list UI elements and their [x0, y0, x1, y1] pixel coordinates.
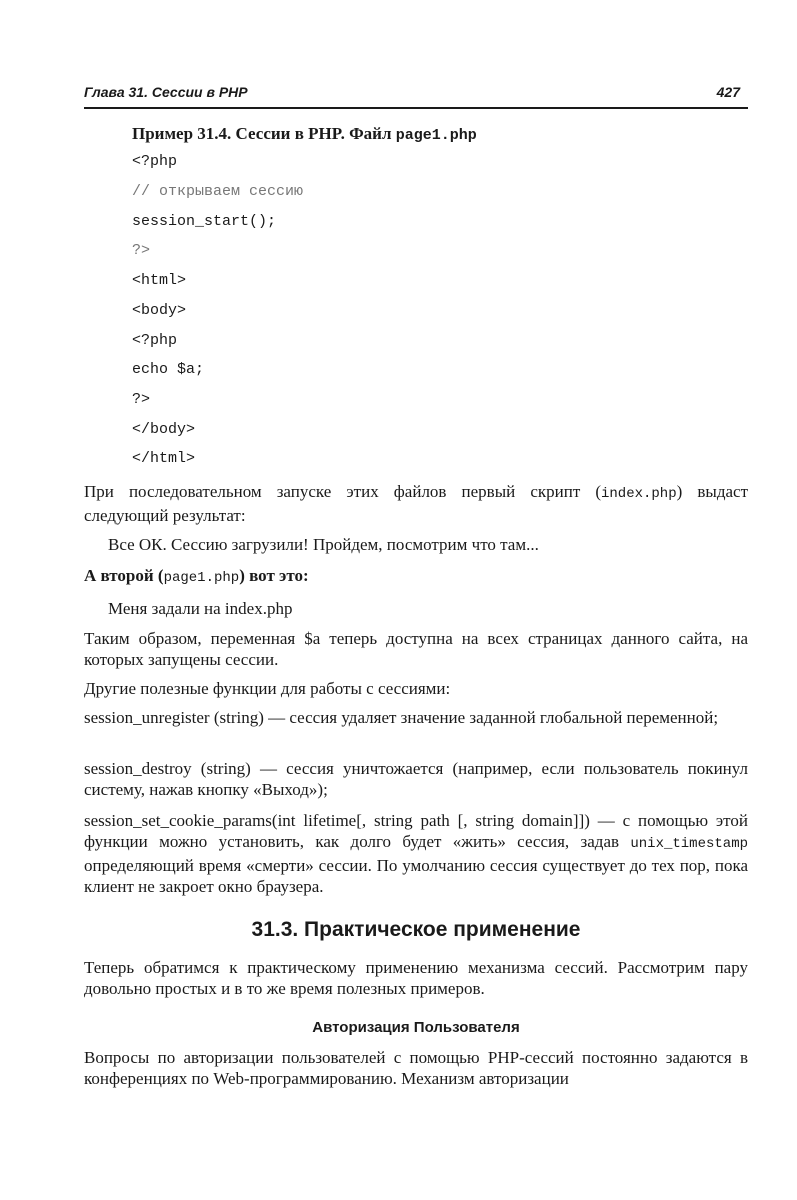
- function-signature: session_unregister (string): [84, 708, 264, 727]
- code-line: ?>: [132, 242, 151, 259]
- text-run: ) выдаст следующий результат:: [84, 482, 748, 525]
- paragraph-second-run: [84, 565, 748, 589]
- example-file-name: page1.php: [395, 127, 477, 144]
- function-description: — с помощью этой функции можно установить, как долго будет «жить» сессия, задав: [84, 811, 748, 851]
- page-number: 427: [716, 84, 740, 100]
- running-header: [84, 84, 748, 100]
- function-cookie-params: [84, 810, 748, 897]
- paragraph-first-run: [84, 481, 748, 526]
- code-line: session_start();: [132, 213, 277, 230]
- code-line: <?php: [132, 153, 178, 170]
- section-title: 31.3. Практическое применение: [251, 918, 581, 941]
- inline-code: page1.php: [163, 570, 240, 586]
- paragraph-variable: Таким образом, переменная $a теперь доступна на всех страницах данного сайта, на которых запущены сессии.: [84, 629, 748, 669]
- function-destroy: [84, 758, 748, 800]
- paragraph-functions-intro: Другие полезные функции для работы с сессиями:: [84, 679, 451, 698]
- function-description: — сессия уничтожается (например, если пользователь покинул систему, нажав кнопку «Выход»);: [84, 759, 748, 799]
- header-rule: [84, 107, 748, 109]
- code-line: echo $a;: [132, 361, 205, 378]
- code-line: <body>: [132, 302, 187, 319]
- text-run: При последовательном запуске этих файлов первый скрипт (: [84, 482, 601, 501]
- code-line: <html>: [132, 272, 187, 289]
- example-title: [132, 124, 477, 144]
- code-line: <?php: [132, 332, 178, 349]
- code-line: ?>: [132, 391, 151, 408]
- text-run: ) вот это:: [239, 566, 309, 585]
- inline-code: index.php: [601, 486, 677, 502]
- subsection-text: Вопросы по авторизации пользователей с помощью PHP-сессий постоянно задаются в конференциях по Web-программированию. Механизм авторизации: [84, 1048, 748, 1088]
- example-title-text: Пример 31.4. Сессии в PHP. Файл: [132, 124, 392, 143]
- section-intro: Теперь обратимся к практическому применению механизма сессий. Рассмотрим пару довольно простых и в то же время полезных примеров.: [84, 958, 748, 998]
- code-line: // открываем сессию: [132, 183, 304, 200]
- function-description: — сессия удаляет значение заданной глобальной переменной;: [263, 708, 719, 727]
- function-description: определяющий время «смерти» сессии. По умолчанию сессия существует до тех пор, пока клиент не закроет окно браузера.: [84, 856, 748, 896]
- result-output-2: Меня задали на index.php: [108, 599, 293, 618]
- code-line: </html>: [132, 450, 196, 467]
- subsection-title: Авторизация Пользователя: [312, 1019, 520, 1036]
- function-unregister: [84, 707, 748, 728]
- function-signature: session_set_cookie_params(int lifetime[, string path [, string domain]]): [84, 811, 590, 830]
- code-line: </body>: [132, 421, 196, 438]
- chapter-title: Глава 31. Сессии в PHP: [84, 84, 248, 100]
- inline-code: unix_timestamp: [630, 836, 748, 852]
- result-output-1: Все ОК. Сессию загрузили! Пройдем, посмотрим что там...: [108, 535, 539, 554]
- function-signature: session_destroy (string): [84, 759, 251, 778]
- text-run: А второй (: [84, 566, 164, 585]
